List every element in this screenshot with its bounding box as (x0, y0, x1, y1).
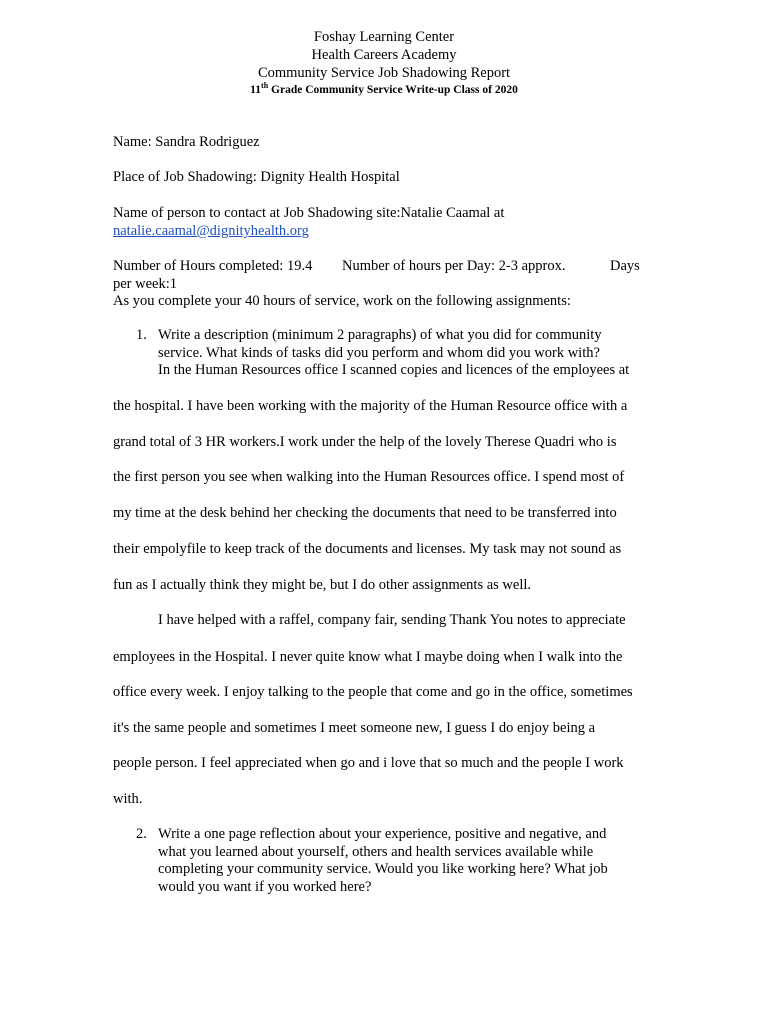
question-number: 2. (136, 826, 147, 842)
hours-per-day: Number of hours per Day: 2-3 approx. (342, 258, 566, 274)
contact-email-link[interactable]: natalie.caamal@dignityhealth.org (113, 223, 309, 239)
answer-line: people person. I feel appreciated when go and i love that so much and the people I work (113, 755, 624, 771)
answer-line: office every week. I enjoy talking to the people that come and go in the office, sometimes (113, 684, 633, 700)
question-1 (136, 327, 656, 380)
answer-line: it's the same people and sometimes I meet someone new, I guess I do enjoy being a (113, 720, 596, 736)
question-2-line: would you want if you worked here? (158, 878, 372, 895)
days-per-week: per week:1 (113, 276, 178, 292)
school-name: Foshay Learning Center (313, 29, 455, 45)
answer-line: grand total of 3 HR workers.I work under the help of the lovely Therese Quadri who is (113, 434, 617, 450)
answer-line: I have helped with a raffel, company fair, sending Thank You notes to appreciate (158, 612, 626, 628)
answer-line: my time at the desk behind her checking the documents that need to be transferred into (113, 505, 617, 521)
question-2-line: completing your community service. Would you like working here? What job (158, 861, 608, 877)
answer-line: with. (113, 791, 143, 807)
question-2 (136, 826, 656, 896)
answer-line: their empolyfile to keep track of the documents and licenses. My task may not sound as (113, 541, 622, 557)
question-2-line: Write a one page reflection about your experience, positive and negative, and (158, 826, 607, 842)
answer-line: the hospital. I have been working with the majority of the Human Resource office with a (113, 398, 628, 414)
report-header (0, 28, 768, 98)
shadowing-place: Place of Job Shadowing: Dignity Health Hospital (113, 169, 400, 185)
answer-line: employees in the Hospital. I never quite know what I maybe doing when I walk into the (113, 649, 623, 665)
answer-line: fun as I actually think they might be, but I do other assignments as well. (113, 577, 532, 593)
answer-first-line: In the Human Resources office I scanned copies and licences of the employees at (158, 362, 630, 378)
grade-number: 11 (250, 84, 262, 96)
question-1-line: Write a description (minimum 2 paragraphs) of what you did for community (158, 327, 602, 343)
report-title: Community Service Job Shadowing Report (257, 65, 511, 81)
academy-name: Health Careers Academy (311, 47, 457, 63)
grade-suffix: th (261, 81, 269, 91)
report-subtitle (0, 82, 768, 98)
question-number: 1. (136, 327, 147, 343)
grade-subtitle-text: Grade Community Service Write-up Class of 2020 (268, 84, 518, 96)
contact-person: Name of person to contact at Job Shadowing site:Natalie Caamal at (113, 205, 505, 221)
question-2-line: what you learned about yourself, others and health services available while (158, 843, 594, 860)
student-name: Name: Sandra Rodriguez (113, 134, 260, 150)
question-1-line: service. What kinds of tasks did you perform and whom did you work with? (158, 344, 600, 361)
hours-completed: Number of Hours completed: 19.4 (113, 258, 313, 274)
answer-line: the first person you see when walking into the Human Resources office. I spend most of (113, 469, 625, 485)
instructions: As you complete your 40 hours of service, work on the following assignments: (113, 293, 571, 309)
days-label: Days (610, 258, 640, 274)
